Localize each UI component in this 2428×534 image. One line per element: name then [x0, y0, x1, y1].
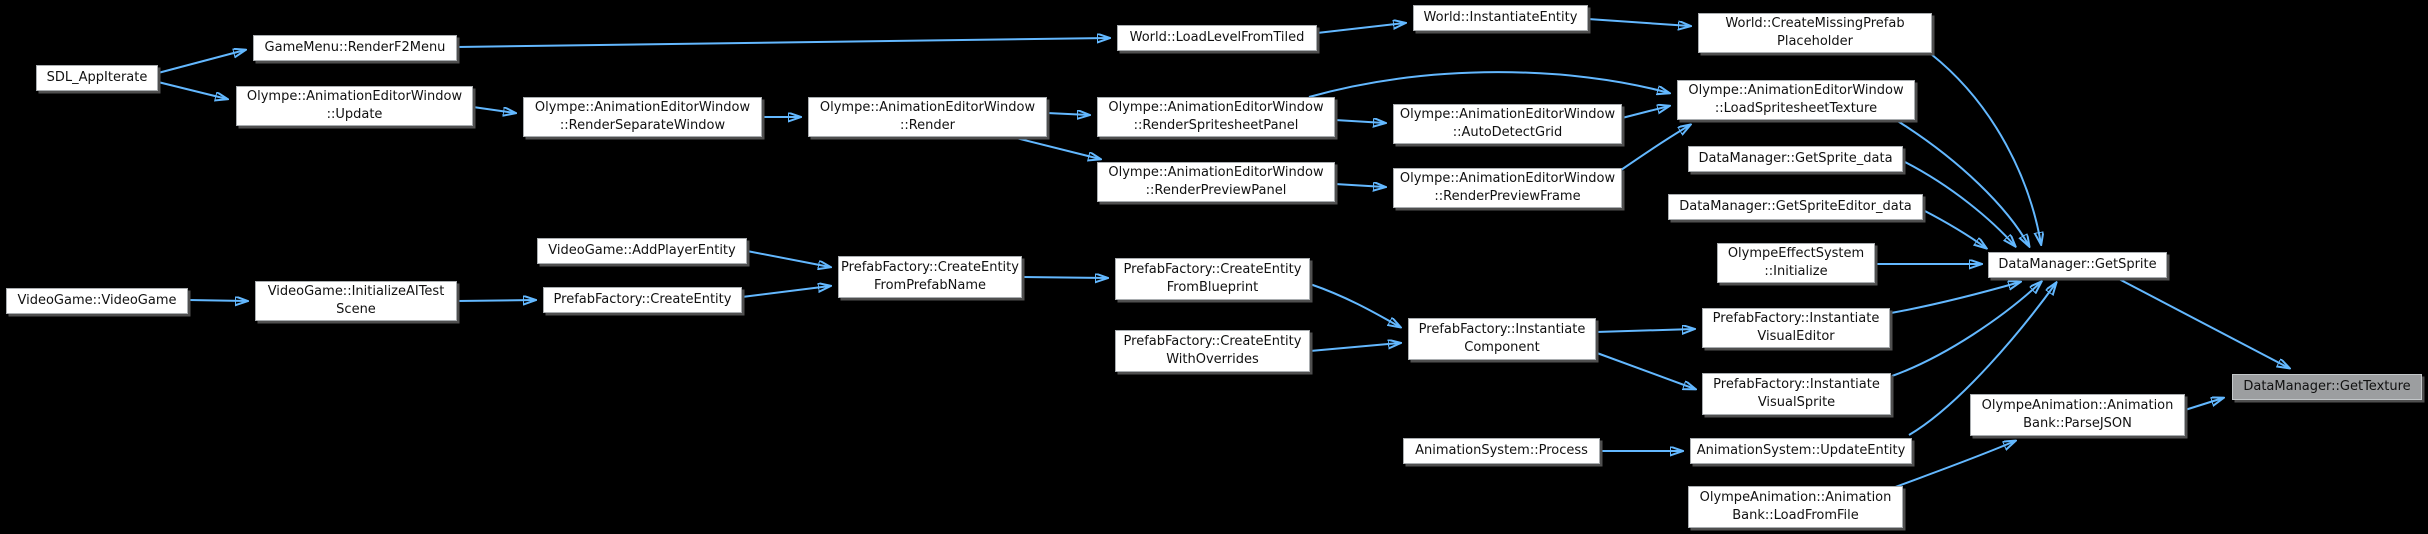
graph-node-datamanager-getsprite-data[interactable]: [1688, 146, 1903, 172]
graph-node-videogame-videogame[interactable]: [6, 288, 188, 314]
graph-node-datamanager-getspriteeditor-data[interactable]: [1668, 194, 1923, 220]
call-edge-datamanager-getsprite--datamanager-gettexture: [2117, 278, 2289, 368]
graph-node-animationsystem-process[interactable]: [1403, 438, 1600, 464]
node-label-line: ::Render: [899, 118, 956, 133]
call-edge-animationbank-parsejson--datamanager-gettexture: [2185, 398, 2223, 410]
graph-node-prefabfactory-createentityfromprefabname[interactable]: [838, 256, 1022, 298]
call-edge-prefabfactory-createentityfromblueprint--prefabfactory-instantiatecomponent: [1310, 284, 1400, 327]
node-label-line: PrefabFactory::CreateEntity: [841, 260, 1019, 275]
node-label-line: World::InstantiateEntity: [1423, 10, 1578, 25]
node-label-line: ::RenderSeparateWindow: [559, 118, 726, 133]
graph-node-animationeditorwindow-renderpreviewpanel[interactable]: [1097, 162, 1335, 202]
graph-node-animationeditorwindow-update[interactable]: [236, 86, 473, 126]
graph-node-world-instantiateentity[interactable]: [1413, 5, 1588, 31]
node-label-line: OlympeAnimation::Animation: [1981, 398, 2174, 413]
call-edge-animationeditorwindow-update--animationeditorwindow-renderseparatewindow: [473, 107, 515, 113]
node-label-line: AnimationSystem::Process: [1415, 443, 1588, 458]
node-label-line: PrefabFactory::CreateEntity: [1123, 262, 1302, 277]
node-label-line: Bank::ParseJSON: [2023, 416, 2132, 431]
call-edge-world-loadlevelfromtiled--world-instantiateentity: [1317, 23, 1405, 33]
call-edge-animationeditorwindow-renderpreviewpanel--animationeditorwindow-renderpreviewframe: [1335, 184, 1385, 187]
call-edge-sdl-appiterate--animationeditorwindow-update: [158, 82, 227, 99]
call-edge-prefabfactory-instantiatevisualeditor--datamanager-getsprite: [1891, 282, 2020, 313]
node-label-line: Placeholder: [1777, 34, 1853, 49]
call-edge-animationeditorwindow-render--animationeditorwindow-renderspritesheetpanel: [1047, 113, 1089, 115]
node-label-line: Olympe::AnimationEditorWindow: [246, 89, 463, 104]
graph-node-animationsystem-updateentity[interactable]: [1690, 438, 1912, 464]
node-label-line: ::RenderPreviewFrame: [1434, 189, 1581, 204]
node-label-line: Component: [1464, 340, 1540, 355]
node-label-line: SDL_AppIterate: [46, 70, 148, 85]
node-label-line: OlympeAnimation::Animation: [1699, 490, 1892, 505]
graph-node-prefabfactory-createentity[interactable]: [543, 287, 742, 313]
call-edge-videogame-videogame--videogame-initializeaitestscene: [188, 300, 247, 301]
graph-node-prefabfactory-instantiatecomponent[interactable]: [1408, 318, 1596, 360]
node-label-line: World::CreateMissingPrefab: [1725, 16, 1905, 31]
node-label-line: PrefabFactory::Instantiate: [1712, 311, 1880, 326]
call-edge-prefabfactory-createentitywithoverrides--prefabfactory-instantiatecomponent: [1310, 343, 1400, 351]
node-label-line: AnimationSystem::UpdateEntity: [1696, 443, 1906, 458]
call-edge-animationeditorwindow-autodetectgrid--animationeditorwindow-loadspritesheettexture: [1622, 106, 1669, 118]
graph-node-animationbank-loadfromfile[interactable]: [1688, 486, 1903, 528]
call-edge-world-instantiateentity--world-createmissingprefabplaceholder: [1588, 19, 1690, 26]
call-edge-world-createmissingprefabplaceholder--datamanager-getsprite: [1931, 54, 2041, 244]
node-label-line: World::LoadLevelFromTiled: [1129, 30, 1305, 45]
node-label-line: GameMenu::RenderF2Menu: [264, 40, 446, 55]
graph-node-datamanager-gettexture: [2232, 374, 2422, 400]
node-label-line: Olympe::AnimationEditorWindow: [1108, 100, 1324, 115]
call-edge-animationeditorwindow-loadspritesheettexture--datamanager-getsprite: [1896, 120, 2029, 246]
node-label-line: Olympe::AnimationEditorWindow: [1399, 107, 1616, 122]
graph-node-prefabfactory-createentitywithoverrides[interactable]: [1115, 330, 1310, 372]
node-label-line: PrefabFactory::Instantiate: [1418, 322, 1586, 337]
node-label-line: PrefabFactory::CreateEntity: [553, 292, 732, 307]
call-edge-videogame-initializeaitestscene--prefabfactory-createentity: [457, 300, 535, 301]
call-edge-animationeditorwindow-render--animationeditorwindow-renderpreviewpanel: [1012, 137, 1100, 159]
call-edge-prefabfactory-createentityfromprefabname--prefabfactory-createentityfromblueprint: [1022, 277, 1107, 278]
node-label-line: Olympe::AnimationEditorWindow: [1399, 171, 1616, 186]
call-edge-animationeditorwindow-renderpreviewframe--animationeditorwindow-loadspritesheettexture: [1621, 125, 1690, 170]
graph-node-gamemenu-renderf2menu[interactable]: [253, 35, 457, 61]
node-label-line: VisualEditor: [1757, 329, 1835, 344]
graph-node-world-loadlevelfromtiled[interactable]: [1117, 25, 1317, 51]
node-label-line: Olympe::AnimationEditorWindow: [1688, 83, 1904, 98]
node-label-line: ::AutoDetectGrid: [1452, 125, 1563, 140]
node-label-line: Olympe::AnimationEditorWindow: [534, 100, 751, 115]
node-label-line: ::RenderPreviewPanel: [1145, 183, 1287, 198]
graph-node-olympeeffectsystem-initialize[interactable]: [1717, 243, 1875, 283]
node-label-line: Olympe::AnimationEditorWindow: [1108, 165, 1324, 180]
call-edge-animationeditorwindow-renderspritesheetpanel--animationeditorwindow-loadspritesheettexture: [1309, 72, 1669, 97]
node-label-line: Bank::LoadFromFile: [1732, 508, 1859, 523]
graph-node-animationeditorwindow-renderspritesheetpanel[interactable]: [1097, 97, 1335, 137]
node-label-line: FromBlueprint: [1166, 280, 1259, 295]
graph-node-videogame-initializeaitestscene[interactable]: [255, 281, 457, 321]
node-label-line: VideoGame::VideoGame: [17, 293, 177, 308]
graph-node-prefabfactory-createentityfromblueprint[interactable]: [1115, 258, 1310, 300]
graph-node-world-createmissingprefabplaceholder[interactable]: [1698, 13, 1932, 53]
graph-node-datamanager-getsprite[interactable]: [1988, 252, 2167, 278]
call-edge-animationeditorwindow-renderspritesheetpanel--animationeditorwindow-autodetectgrid: [1335, 120, 1385, 123]
call-edge-datamanager-getspriteeditor-data--datamanager-getsprite: [1923, 210, 1986, 248]
call-edge-prefabfactory-instantiatecomponent--prefabfactory-instantiatevisualeditor: [1596, 329, 1694, 332]
graph-node-animationeditorwindow-renderpreviewframe[interactable]: [1393, 168, 1622, 208]
call-edge-prefabfactory-instantiatecomponent--prefabfactory-instantiatevisualsprite: [1597, 353, 1695, 389]
node-label-line: VideoGame::AddPlayerEntity: [548, 243, 736, 258]
graph-node-prefabfactory-instantiatevisualsprite[interactable]: [1702, 373, 1891, 415]
graph-node-animationeditorwindow-loadspritesheettexture[interactable]: [1677, 80, 1915, 120]
node-label-line: OlympeEffectSystem: [1727, 246, 1865, 261]
call-edge-sdl-appiterate--gamemenu-renderf2menu: [158, 50, 245, 73]
node-label-line: DataManager::GetTexture: [2243, 379, 2411, 394]
node-label-line: DataManager::GetSpriteEditor_data: [1679, 199, 1912, 214]
graph-node-animationeditorwindow-autodetectgrid[interactable]: [1393, 104, 1622, 144]
node-label-line: Scene: [336, 302, 376, 317]
graph-node-sdl-appiterate[interactable]: [36, 65, 158, 91]
node-label-line: ::RenderSpritesheetPanel: [1133, 118, 1299, 133]
call-edge-prefabfactory-instantiatevisualsprite--datamanager-getsprite: [1892, 282, 2041, 376]
node-label-line: FromPrefabName: [873, 278, 987, 293]
node-label-line: DataManager::GetSprite_data: [1698, 151, 1893, 166]
graph-node-animationbank-parsejson[interactable]: [1970, 394, 2185, 436]
node-label-line: VideoGame::InitializeAITest: [267, 284, 445, 299]
graph-node-animationeditorwindow-render[interactable]: [808, 97, 1047, 137]
node-label-line: ::LoadSpritesheetTexture: [1714, 101, 1878, 116]
call-edge-gamemenu-renderf2menu--world-loadlevelfromtiled: [457, 38, 1109, 47]
graph-node-prefabfactory-instantiatevisualeditor[interactable]: [1702, 308, 1890, 348]
node-label-line: PrefabFactory::Instantiate: [1713, 377, 1880, 392]
node-label-line: VisualSprite: [1757, 395, 1836, 410]
node-label-line: DataManager::GetSprite: [1998, 257, 2157, 272]
node-label-line: ::Update: [326, 107, 383, 122]
call-edge-videogame-addplayerentity--prefabfactory-createentityfromprefabname: [747, 251, 830, 267]
node-label-line: WithOverrides: [1166, 352, 1259, 367]
node-label-line: ::Initialize: [1764, 264, 1828, 279]
graph-node-animationeditorwindow-renderseparatewindow[interactable]: [523, 97, 762, 137]
call-edge-prefabfactory-createentity--prefabfactory-createentityfromprefabname: [742, 286, 830, 297]
graph-node-videogame-addplayerentity[interactable]: [537, 238, 747, 264]
node-label-line: Olympe::AnimationEditorWindow: [819, 100, 1036, 115]
node-label-line: PrefabFactory::CreateEntity: [1123, 334, 1302, 349]
